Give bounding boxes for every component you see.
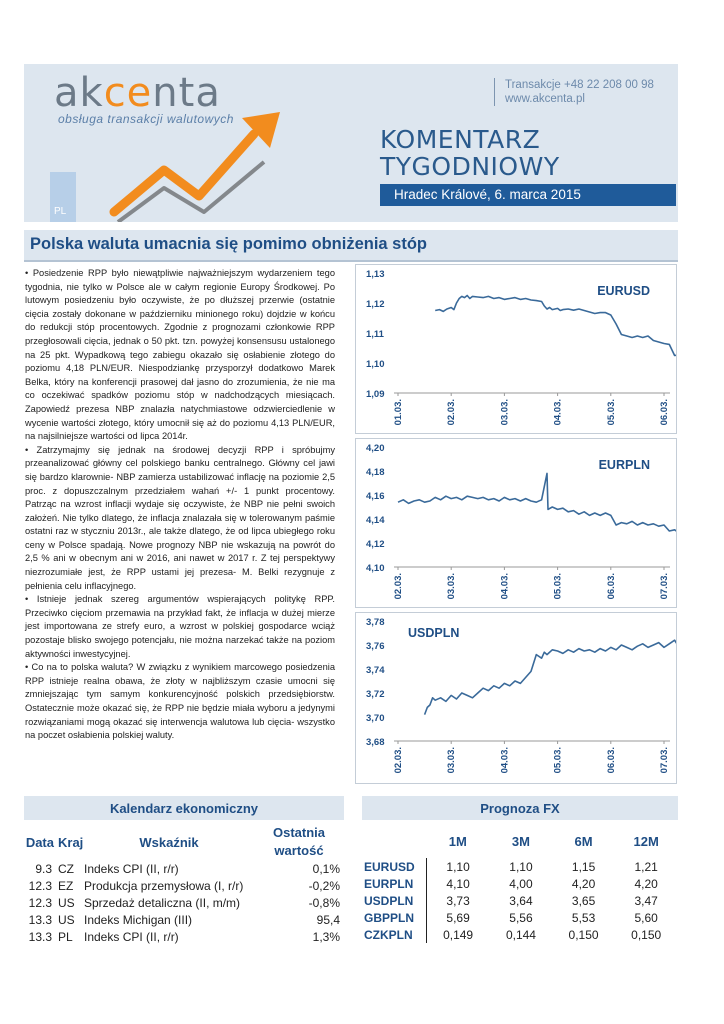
contact-web[interactable]: www.akcenta.pl <box>505 93 585 105</box>
forecast-header-row <box>362 824 678 858</box>
forecast-value: 5,69 <box>446 910 470 925</box>
forecast-value: 1,15 <box>571 859 596 874</box>
growth-arrow-icon <box>104 92 324 222</box>
x-tick-label: 06.03. <box>605 747 617 774</box>
x-tick-label: 02.03. <box>446 399 458 426</box>
y-tick-label: 1,11 <box>366 329 384 340</box>
y-tick-label: 4,20 <box>366 443 385 454</box>
header-last-value-line2: wartość <box>274 843 324 858</box>
y-tick-label: 4,10 <box>366 563 385 574</box>
forecast-value: 4,00 <box>509 876 533 891</box>
header-last-value-line1: Ostatnia <box>272 825 325 840</box>
forecast-table <box>362 824 678 943</box>
y-tick-label: 3,74 <box>366 665 385 676</box>
forecast-value: 3,65 <box>571 893 596 908</box>
calendar-indicator: Indeks CPI (II, r/r) <box>84 929 179 944</box>
calendar-value: 1,3% <box>312 929 340 944</box>
forecast-value: 3,47 <box>634 893 658 908</box>
title-line-1: KOMENTARZ <box>380 125 541 154</box>
forecast-value: 0,150 <box>631 927 662 942</box>
y-tick-label: 3,72 <box>366 689 385 700</box>
calendar-indicator: Sprzedaż detaliczna (II, m/m) <box>84 895 241 910</box>
calendar-value: 95,4 <box>316 912 340 927</box>
calendar-date: 12.3 <box>28 895 52 910</box>
forecast-row <box>362 875 678 892</box>
forecast-header-3m: 3M <box>511 833 530 849</box>
issue-date: Hradec Králové, 6. marca 2015 <box>380 184 676 206</box>
x-tick-label: 06.03. <box>605 573 617 600</box>
calendar-row <box>24 894 344 911</box>
chart-usdpln <box>356 613 676 781</box>
calendar-table <box>24 824 344 945</box>
calendar-title: Kalendarz ekonomiczny <box>24 796 344 820</box>
calendar-country: CZ <box>58 861 74 876</box>
forecast-header-empty <box>362 824 426 858</box>
forecast-pair: EURUSD <box>362 858 426 875</box>
y-tick-label: 4,16 <box>366 491 385 502</box>
series-label: USDPLN <box>408 626 460 640</box>
forecast-pair: CZKPLN <box>362 926 426 943</box>
forecast-header-6m: 6M <box>574 833 593 849</box>
calendar-indicator: Indeks Michigan (III) <box>84 912 193 927</box>
calendar-date: 13.3 <box>28 912 52 927</box>
x-tick-label: 06.03. <box>659 399 670 426</box>
series-line <box>398 473 676 544</box>
x-tick-label: 02.03. <box>393 747 404 774</box>
title-line-2: TYGODNIOWY <box>380 152 560 181</box>
x-tick-label: 04.03. <box>552 399 564 426</box>
header-last-value <box>254 824 344 860</box>
article-headline: Polska waluta umacnia się pomimo obniżenia stóp <box>24 230 678 260</box>
calendar-indicator: Produkcja przemysłowa (I, r/r) <box>84 878 244 893</box>
headline-divider <box>24 260 678 262</box>
series-label: EURPLN <box>598 458 650 472</box>
chart-eurpln <box>356 439 676 607</box>
forecast-header-1m: 1M <box>448 833 467 849</box>
series-line <box>435 296 676 374</box>
forecast-value: 3,73 <box>446 893 470 908</box>
calendar-country: PL <box>58 929 73 944</box>
calendar-value: 0,1% <box>312 861 340 876</box>
y-tick-label: 1,12 <box>366 299 385 310</box>
y-tick-label: 3,70 <box>366 713 385 724</box>
calendar-date: 13.3 <box>28 929 52 944</box>
forecast-pair: GBPPLN <box>362 909 426 926</box>
x-tick-label: 03.03. <box>446 573 458 600</box>
forecast-value: 1,21 <box>634 859 658 874</box>
article-paragraph: • Co na to polska waluta? W związku z wynikiem marcowego posiedzenia RPP istnieje realna obawa, że złoty w najbliższym czasie umocni się zmniejszając tym samym konkurencyjność polskich przedsiębiorstw. Ostatecznie może okazać się, że RPP nie będzie miała wyboru a jedynymi rozwiązaniami mogą okazać się interwencja walutowa lub cięcia- wszystko na poczet osłabienia polskiej waluty. <box>25 662 335 741</box>
forecast-title: Prognoza FX <box>362 796 678 820</box>
x-tick-label: 07.03. <box>659 573 670 600</box>
calendar-row <box>24 877 344 894</box>
logo-subtitle: obsługa transakcji walutowych <box>58 112 234 126</box>
x-tick-label: 05.03. <box>552 747 564 774</box>
forecast-value: 4,20 <box>571 876 596 891</box>
forecast-row <box>362 892 678 909</box>
forecast-pair: USDPLN <box>362 892 426 909</box>
contact-phone: Transakcje +48 22 208 00 98 <box>505 79 654 91</box>
forecast-value: 4,10 <box>446 876 470 891</box>
header-indicator: Wskaźnik <box>139 834 199 850</box>
calendar-country: US <box>58 895 75 910</box>
y-tick-label: 4,18 <box>366 467 385 478</box>
calendar-row <box>24 928 344 945</box>
calendar-header-row <box>24 824 344 860</box>
chart-svg <box>356 265 676 433</box>
y-tick-label: 3,78 <box>366 617 385 628</box>
article-paragraph: • Istnieje jednak szereg argumentów wspierających politykę RPP. Przeciwko cięciom przemawia na przykład fakt, że inflacja w dużej mierze jest importowana ze strefy euro, a wzrost w polskiej gospodarce wciąż pozostaje blisko swojego potencjału, nie można narzekać także na poziom aktywności inwestycyjnej. <box>25 594 335 659</box>
forecast-value: 5,56 <box>509 910 533 925</box>
calendar-date: 9.3 <box>35 861 52 876</box>
y-tick-label: 4,14 <box>366 515 385 526</box>
y-tick-label: 3,68 <box>366 737 385 748</box>
series-line <box>425 638 676 715</box>
calendar-row <box>24 911 344 928</box>
y-tick-label: 4,12 <box>366 539 385 550</box>
forecast-value: 1,10 <box>509 859 533 874</box>
y-tick-label: 3,76 <box>366 641 385 652</box>
forecast-value: 0,149 <box>443 927 474 942</box>
chart-svg <box>356 613 676 781</box>
calendar-indicator: Indeks CPI (II, r/r) <box>84 861 179 876</box>
article-paragraph: • Posiedzenie RPP było niewątpliwie najważniejszym wydarzeniem tego tygodnia, nie tylko w Polsce ale w całym regionie Europy Środkowej. Po lutowym posiedzeniu było oczywiste, że po dłuższej przerwie (ostatnie cięcia zostały dokonane w październiku minionego roku) dojdzie w końcu do redukcji stóp procentowych. Zgodnie z prognozami członkowie RPP przegłosowali cięcia, jednak o 50 pkt. tzn. powyżej konsensusu ustalonego na 25 pkt. Wypadkową tego zabiegu okazało się osłabienie złotego do poziomu 4,18 PLN/EUR. Niespodziankę przysporzył dodatkowo Marek Belka, który na konferencji prasowej dał jasno do zrozumienia, że nie ma co oczekiwać spadków poziomu stóp w nadchodzących miesiącach. Zapowiedź prezesa NBP znalazła natychmiastowe odzwierciedlenie w wycenie wartości złotego, który umocnił się aż do poziomu 4,13 PLN/EUR, na najsilniejsze wartości od lipca 2014r. <box>25 268 335 442</box>
forecast-row <box>362 909 678 926</box>
y-tick-label: 1,10 <box>366 359 385 370</box>
forecast-value: 0,144 <box>505 927 536 942</box>
header-banner <box>24 64 678 222</box>
x-tick-label: 07.03. <box>659 747 670 774</box>
article-paragraph: • Zatrzymajmy się jednak na środowej decyzji RPP i spróbujmy przeanalizować główny cel polskiego banku centralnego. Główny cel jawi się bardzo klarownie- NBP zamierza ustabilizować inflację na poziomie 2,5 proc. z dopuszczalnym przedziałem wahań +/- 1 punkt procentowy. Patrząc na wzrost inflacji wydaje się oczywiste, że NBP nie pełni swoich założeń. Nie tylko dlatego, że inflacja znalazała się w tolerowanym paśmie ostatni raz w styczniu 2013r., ale także dlatego, że od lipca ubiegłego roku ceny w Polsce spadają. Nowe prognozy NBP nie wskazują na powrót do 2,5 % ani w obecnym ani w 2016, ani nawet w 2017 r. Z tej perspektywy niezrozumiałe jest, że RPP ustami jej prezesa- M. Belki rezygnuje z pełnienia celu inflacyjnego. <box>25 444 335 591</box>
contact-info <box>494 78 654 106</box>
x-tick-label: 03.03. <box>446 747 458 774</box>
forecast-row <box>362 926 678 943</box>
chart-svg <box>356 439 676 607</box>
x-tick-label: 01.03. <box>393 399 404 426</box>
x-tick-label: 04.03. <box>499 573 511 600</box>
x-tick-label: 05.03. <box>605 399 617 426</box>
forecast-value: 4,20 <box>634 876 658 891</box>
chart-eurusd <box>356 265 676 433</box>
x-tick-label: 03.03. <box>499 399 511 426</box>
calendar-value: -0,8% <box>308 895 340 910</box>
x-tick-label: 04.03. <box>499 747 511 774</box>
language-badge: PL <box>50 172 76 222</box>
forecast-row <box>362 858 678 875</box>
page-title <box>380 126 560 180</box>
x-tick-label: 02.03. <box>393 573 404 600</box>
forecast-value: 1,10 <box>446 859 470 874</box>
calendar-row <box>24 860 344 877</box>
calendar-country: EZ <box>58 878 74 893</box>
series-label: EURUSD <box>597 284 650 298</box>
y-tick-label: 1,13 <box>366 269 385 280</box>
y-tick-label: 1,09 <box>366 389 385 400</box>
calendar-value: -0,2% <box>308 878 340 893</box>
forecast-value: 3,64 <box>509 893 533 908</box>
company-logo: akcenta <box>54 70 221 116</box>
forecast-pair: EURPLN <box>362 875 426 892</box>
header-date: Data <box>25 834 54 850</box>
article-body <box>25 267 335 743</box>
forecast-header-12m: 12M <box>633 833 659 849</box>
calendar-country: US <box>58 912 75 927</box>
forecast-value: 0,150 <box>568 927 599 942</box>
x-tick-label: 05.03. <box>552 573 564 600</box>
calendar-date: 12.3 <box>28 878 52 893</box>
forecast-value: 5,60 <box>634 910 658 925</box>
forecast-value: 5,53 <box>571 910 596 925</box>
header-country: Kraj <box>58 834 84 850</box>
